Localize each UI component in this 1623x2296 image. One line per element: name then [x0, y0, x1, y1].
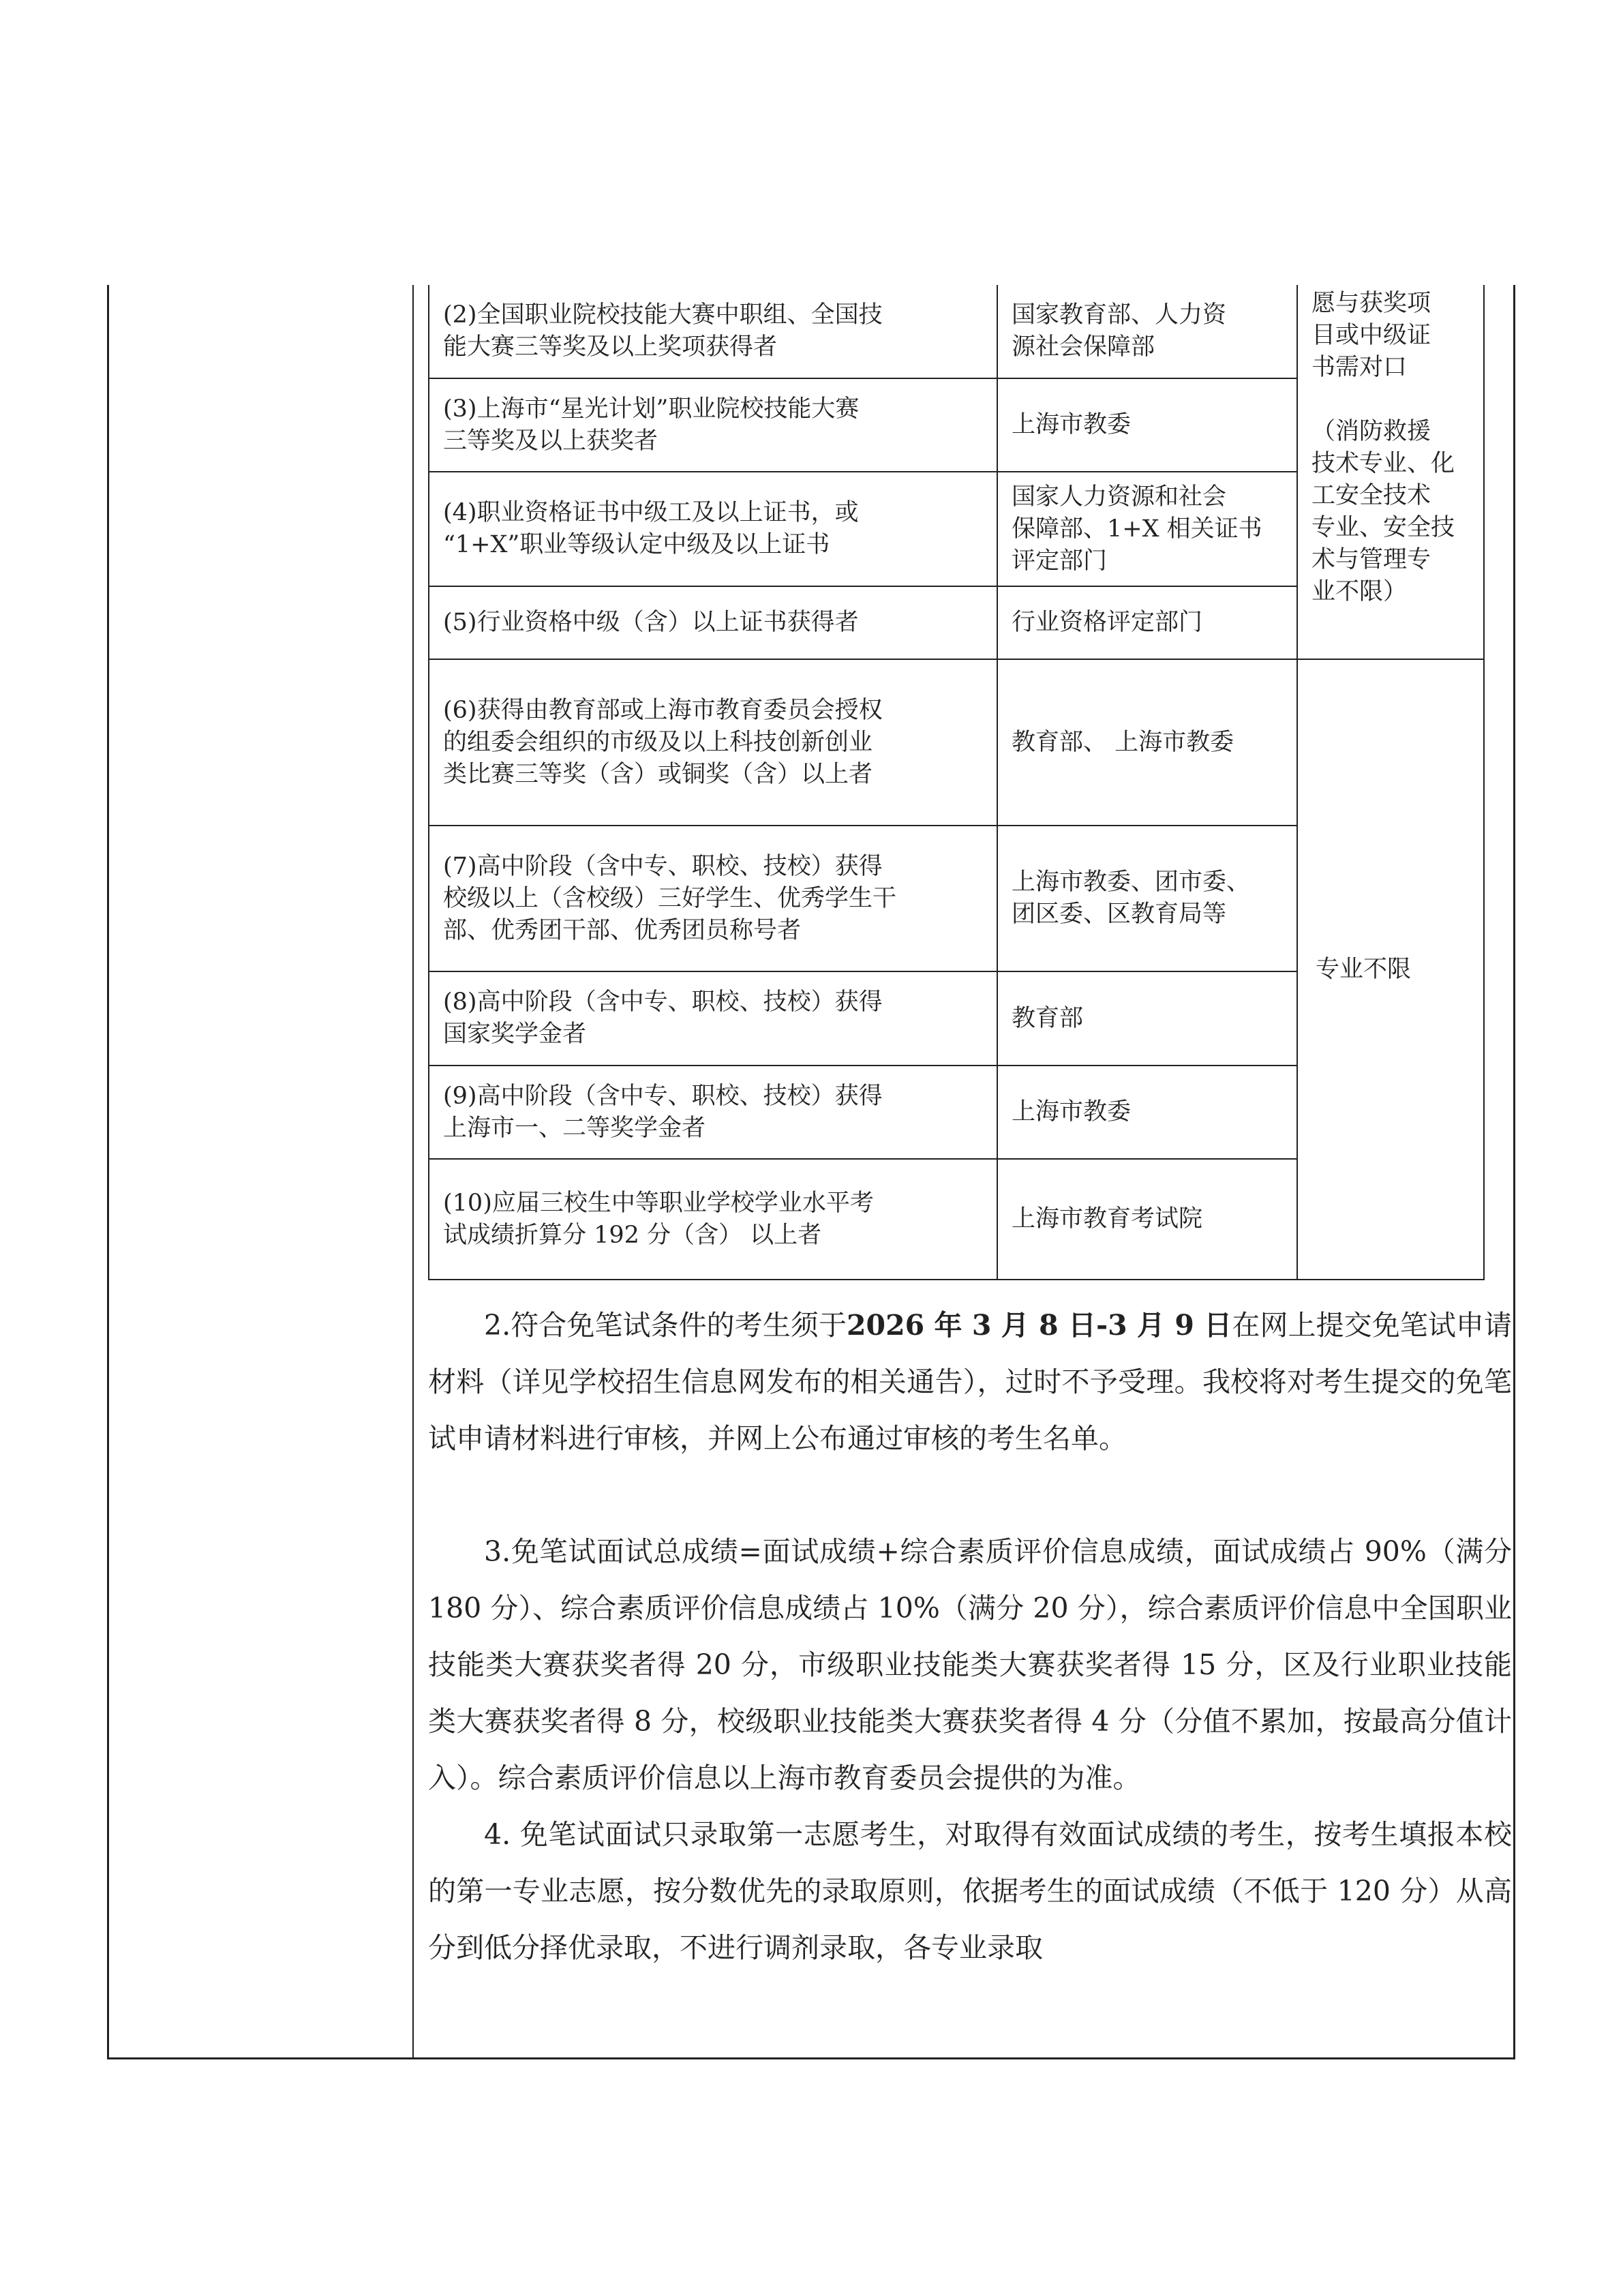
- outer-table-column-divider: [412, 285, 414, 2059]
- authority-cell: 上海市教委: [997, 1066, 1297, 1159]
- paragraph-4: 4. 免笔试面试只录取第一志愿考生，对取得有效面试成绩的考生，按考生填报本校的第一专业志愿，按分数优先的录取原则，依据考生的面试成绩（不低于 120 分）从高分到低分择优录取，不进行调剂录取，各专业录取: [428, 1818, 1512, 1964]
- criteria-table: [428, 285, 1485, 1280]
- authority-cell: 行业资格评定部门: [997, 586, 1297, 659]
- authority-cell: 国家教育部、人力资 源社会保障部: [997, 285, 1297, 378]
- criteria-item-cell: (9)高中阶段（含中专、职校、技校）获得 上海市一、二等奖学金者: [429, 1066, 997, 1159]
- authority-cell: 教育部: [997, 971, 1297, 1066]
- major-note-cell: 愿与获奖项 目或中级证 书需对口 （消防救援 技术专业、化 工安全技术 专业、安全技 术与管理专 业不限）: [1297, 285, 1484, 659]
- criteria-item-cell: (10)应届三校生中等职业学校学业水平考 试成绩折算分 192 分（含） 以上者: [429, 1159, 997, 1280]
- outer-table-bottom-border: [107, 2057, 1515, 2059]
- criteria-item-cell: (6)获得由教育部或上海市教育委员会授权 的组委会组织的市级及以上科技创新创业 类比赛三等奖（含）或铜奖（含）以上者: [429, 659, 997, 826]
- outer-table-left-border: [107, 285, 109, 2059]
- paragraph-2: 2.符合免笔试条件的考生须于2026 年 3 月 8 日-3 月 9 日在网上提交免笔试申请材料（详见学校招生信息网发布的相关通告），过时不予受理。我校将对考生提交的免笔试申请材料进行审核，并网上公布通过审核的考生名单。: [428, 1309, 1513, 1455]
- criteria-item-cell: (4)职业资格证书中级工及以上证书，或 “1+X”职业等级认定中级及以上证书: [429, 472, 997, 586]
- deadline-date: 2026 年 3 月 8 日-3 月 9 日: [847, 1309, 1232, 1342]
- authority-cell: 教育部、 上海市教委: [997, 659, 1297, 826]
- outer-table-right-border: [1513, 285, 1515, 2059]
- authority-cell: 国家人力资源和社会 保障部、1+X 相关证书 评定部门: [997, 472, 1297, 586]
- paragraph-3: 3.免笔试面试总成绩=面试成绩+综合素质评价信息成绩，面试成绩占 90%（满分 180 分）、综合素质评价信息成绩占 10%（满分 20 分），综合素质评价信息中全国职业技能类大赛获奖者得 20 分，市级职业技能类大赛获奖者得 15 分，区及行业职业技能类大赛获奖者得 8 分，校级职业技能类大赛获奖者得 4 分（分值不累加，按最高分值计入）。综合素质评价信息以上海市教育委员会提供的为准。: [428, 1535, 1512, 1794]
- major-unlimited-cell: 专业不限: [1297, 659, 1484, 1280]
- criteria-item-cell: (3)上海市“星光计划”职业院校技能大赛 三等奖及以上获奖者: [429, 378, 997, 472]
- criteria-item-cell: (5)行业资格中级（含）以上证书获得者: [429, 586, 997, 659]
- criteria-item-cell: (8)高中阶段（含中专、职校、技校）获得 国家奖学金者: [429, 971, 997, 1066]
- authority-cell: 上海市教育考试院: [997, 1159, 1297, 1280]
- criteria-item-cell: (2)全国职业院校技能大赛中职组、全国技 能大赛三等奖及以上奖项获得者: [429, 285, 997, 378]
- authority-cell: 上海市教委、团市委、 团区委、区教育局等: [997, 826, 1297, 971]
- criteria-item-cell: (7)高中阶段（含中专、职校、技校）获得 校级以上（含校级）三好学生、优秀学生干 部、优秀团干部、优秀团员称号者: [429, 826, 997, 971]
- authority-cell: 上海市教委: [997, 378, 1297, 472]
- table-row: [429, 659, 1484, 826]
- table-row: [429, 285, 1484, 378]
